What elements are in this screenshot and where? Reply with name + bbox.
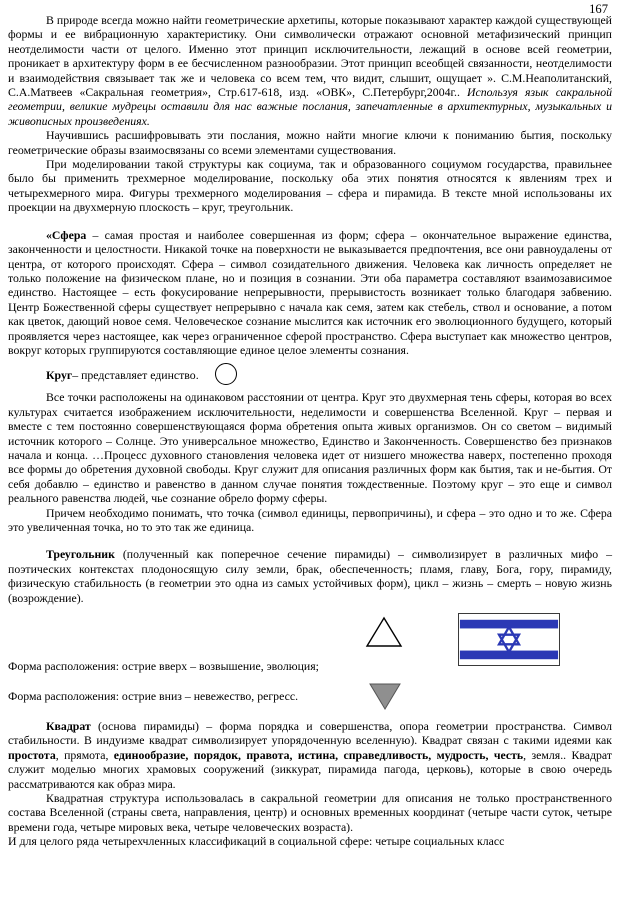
text-run: (основа пирамиды) – форма порядка и совершенства, опора геометрии пространства. Символ стабильности. В индуизме квадрат символизирует упорядоченную вселенную). Квадрат связан с такими идеями как [8, 719, 612, 748]
paragraph-classifications: И для целого ряда четырехчленных классификаций в социальной сфере: четыре социальных класс [8, 834, 505, 849]
text-run: (полученный как поперечное сечение пирамиды) – символизирует в различных мифо – поэтических контекстах плодоносящую силу земли, брак, обеспеченность; пламя, главу, Бога, гору, пирамиду, физическую стабильность (в геометрии это одна из самых устойчивых форм), цикл – жизнь – смерть – новую жизнь (возрождение). [8, 547, 612, 605]
circle-icon [215, 363, 237, 385]
paragraph-modeling: При моделировании такой структуры как социума, так и образованного социумом государства, правильнее было бы применить трехмерное моделирование, поскольку оба этих понятия относятся к явлениям трех и четырехмерного мира. Фигуры трехмерного моделирования – сфера и пирамида. В тексте мной использованы их проекции на двухмерную плоскость – круг, треугольник. [8, 157, 612, 215]
paragraph-square [8, 719, 612, 791]
text-run-bold: «Сфера [46, 227, 87, 242]
text-run-bold: простота [8, 747, 56, 762]
text-run: , земля.. Квадрат служит моделью многих храмовых сооружений (зиккурат, пирамида пагода, церковь), которые в свою очередь рассматриваются как образ мира. [8, 747, 612, 791]
triangle-orientation-figures [8, 613, 612, 719]
paragraph-square-structure: Квадратная структура использовалась в сакральной геометрии для описания не только пространственного состава Вселенной (страны света, направления, центр) и основных временных координат (четыре части суток, четыре времени года, четыре мировых века, четыре человеческих возраста). [8, 791, 612, 834]
text-run: – самая простая и наиболее совершенная из форм; сфера – окончательное выражение единства, законченности и целостности. Никакой точке на поверхности не выказывается предпочтения, все они равноудалены от центра, от которого происходят. Сфера – символ созидательного движения. Человека как личность определяет не только положение на физическом плане, но и позиция в сознании. Эти оба параметра составляют взаимозависимое единство. Настоящее – есть фокусирование непрерывности, прерывистость возникает только благодаря забвению. Центр Божественной сферы существует непрерывно с начала как семя, затем как стебель, ствол и основание, а потом как цветок, дающий новое семя. Человеческое сознание мыслится как источник его эволюционного будущего, который проявляется через настоящее, как через ограниченное сферой пространство. Сфера выступает как множество центров, вокруг которых группируются составляющие единое целое элементы сознания. [8, 227, 612, 357]
text-run: , прямота, [55, 747, 114, 762]
text-run-bold: единообразие, порядок, правота, истина, справедливость, мудрость, честь [113, 747, 524, 762]
paragraph-decipher: Научившись расшифровывать эти послания, можно найти многие ключи к пониманию бытия, поскольку геометрические образы взаимосвязаны со всеми элементами существования. [8, 128, 612, 157]
paragraph-circle-description: Все точки расположены на одинаковом расстоянии от центра. Круг это двухмерная тень сферы, которая во всех культурах считается изображением исключительности, неделимости и совершенства Вселенной. Круг – первая и вместе с тем постоянно совершенствующаяся форма обретения опыта живых организмов. Он со светом – видимый источник которого – Солнце. Это универсальное множество, Единство и Законченность. Совершенство без признаков начала и конца. …Процесс духовного становления человека идет от низшего множества наверх, постепенно проходя все формы до обретения духовной свободы. Круг служит для описания различных форм как бытия, так и не-бытия. От себя добавлю – единство и равенство в данном случае понятия тождественные. Поэтому круг – это еще и символ реального равенства людей, чье сознание обрело форму сферы. [8, 390, 612, 506]
text-run-bold: Треугольник [46, 547, 115, 562]
triangle-up-shape [367, 618, 401, 646]
paragraph-intro-quote [8, 13, 612, 128]
text-run-bold: Круг [46, 368, 73, 383]
text-run-bold: Квадрат [46, 719, 91, 734]
paragraph-sphere [8, 228, 612, 358]
triangle-up-icon [365, 616, 403, 648]
text-run-italic: Используя язык сакральной геометрии, великие мудрецы оставили для нас важные послания, запечатленные в архитектурных, музыкальных и живописных произведениях. [8, 85, 612, 128]
caption-apex-down: Форма расположения: острие вниз – невежество, регресс. [8, 689, 299, 704]
paragraph-circle-heading [8, 363, 612, 385]
text-run: – представляет единство. [72, 368, 199, 383]
paragraph-triangle [8, 547, 612, 605]
page-content [8, 13, 612, 849]
caption-apex-up: Форма расположения: острие вверх – возвышение, эволюция; [8, 659, 319, 674]
page-number: 167 [589, 2, 608, 16]
text-run: В природе всегда можно найти геометрические архетипы, которые показывают характер каждой существующей формы и ее вибрационную характеристику. Они символически отражают основной метафизический принцип неотделимости части от целого. Именно этот принцип исключительности, лежащий в основе всей геометрии, проникает в архитектуру форм в ее бесчисленном разнообразии. Этот принцип всеобщей связанности, неотделимости и взаимодействия связывает так же и человека со всем тем, что видит, слышит, ощущает ». С.М.Неаполитанский, С.А.Матвеев «Сакральная геометрия», Стр.617-618, изд. «ОВК», С.Петербург,2004г.. [8, 13, 612, 100]
paragraph-point-and-sphere: Причем необходимо понимать, что точка (символ единицы, первопричины), и сфера – это одно и то же. Сфера это увеличенная точка, но то это так же единица. [8, 505, 612, 534]
